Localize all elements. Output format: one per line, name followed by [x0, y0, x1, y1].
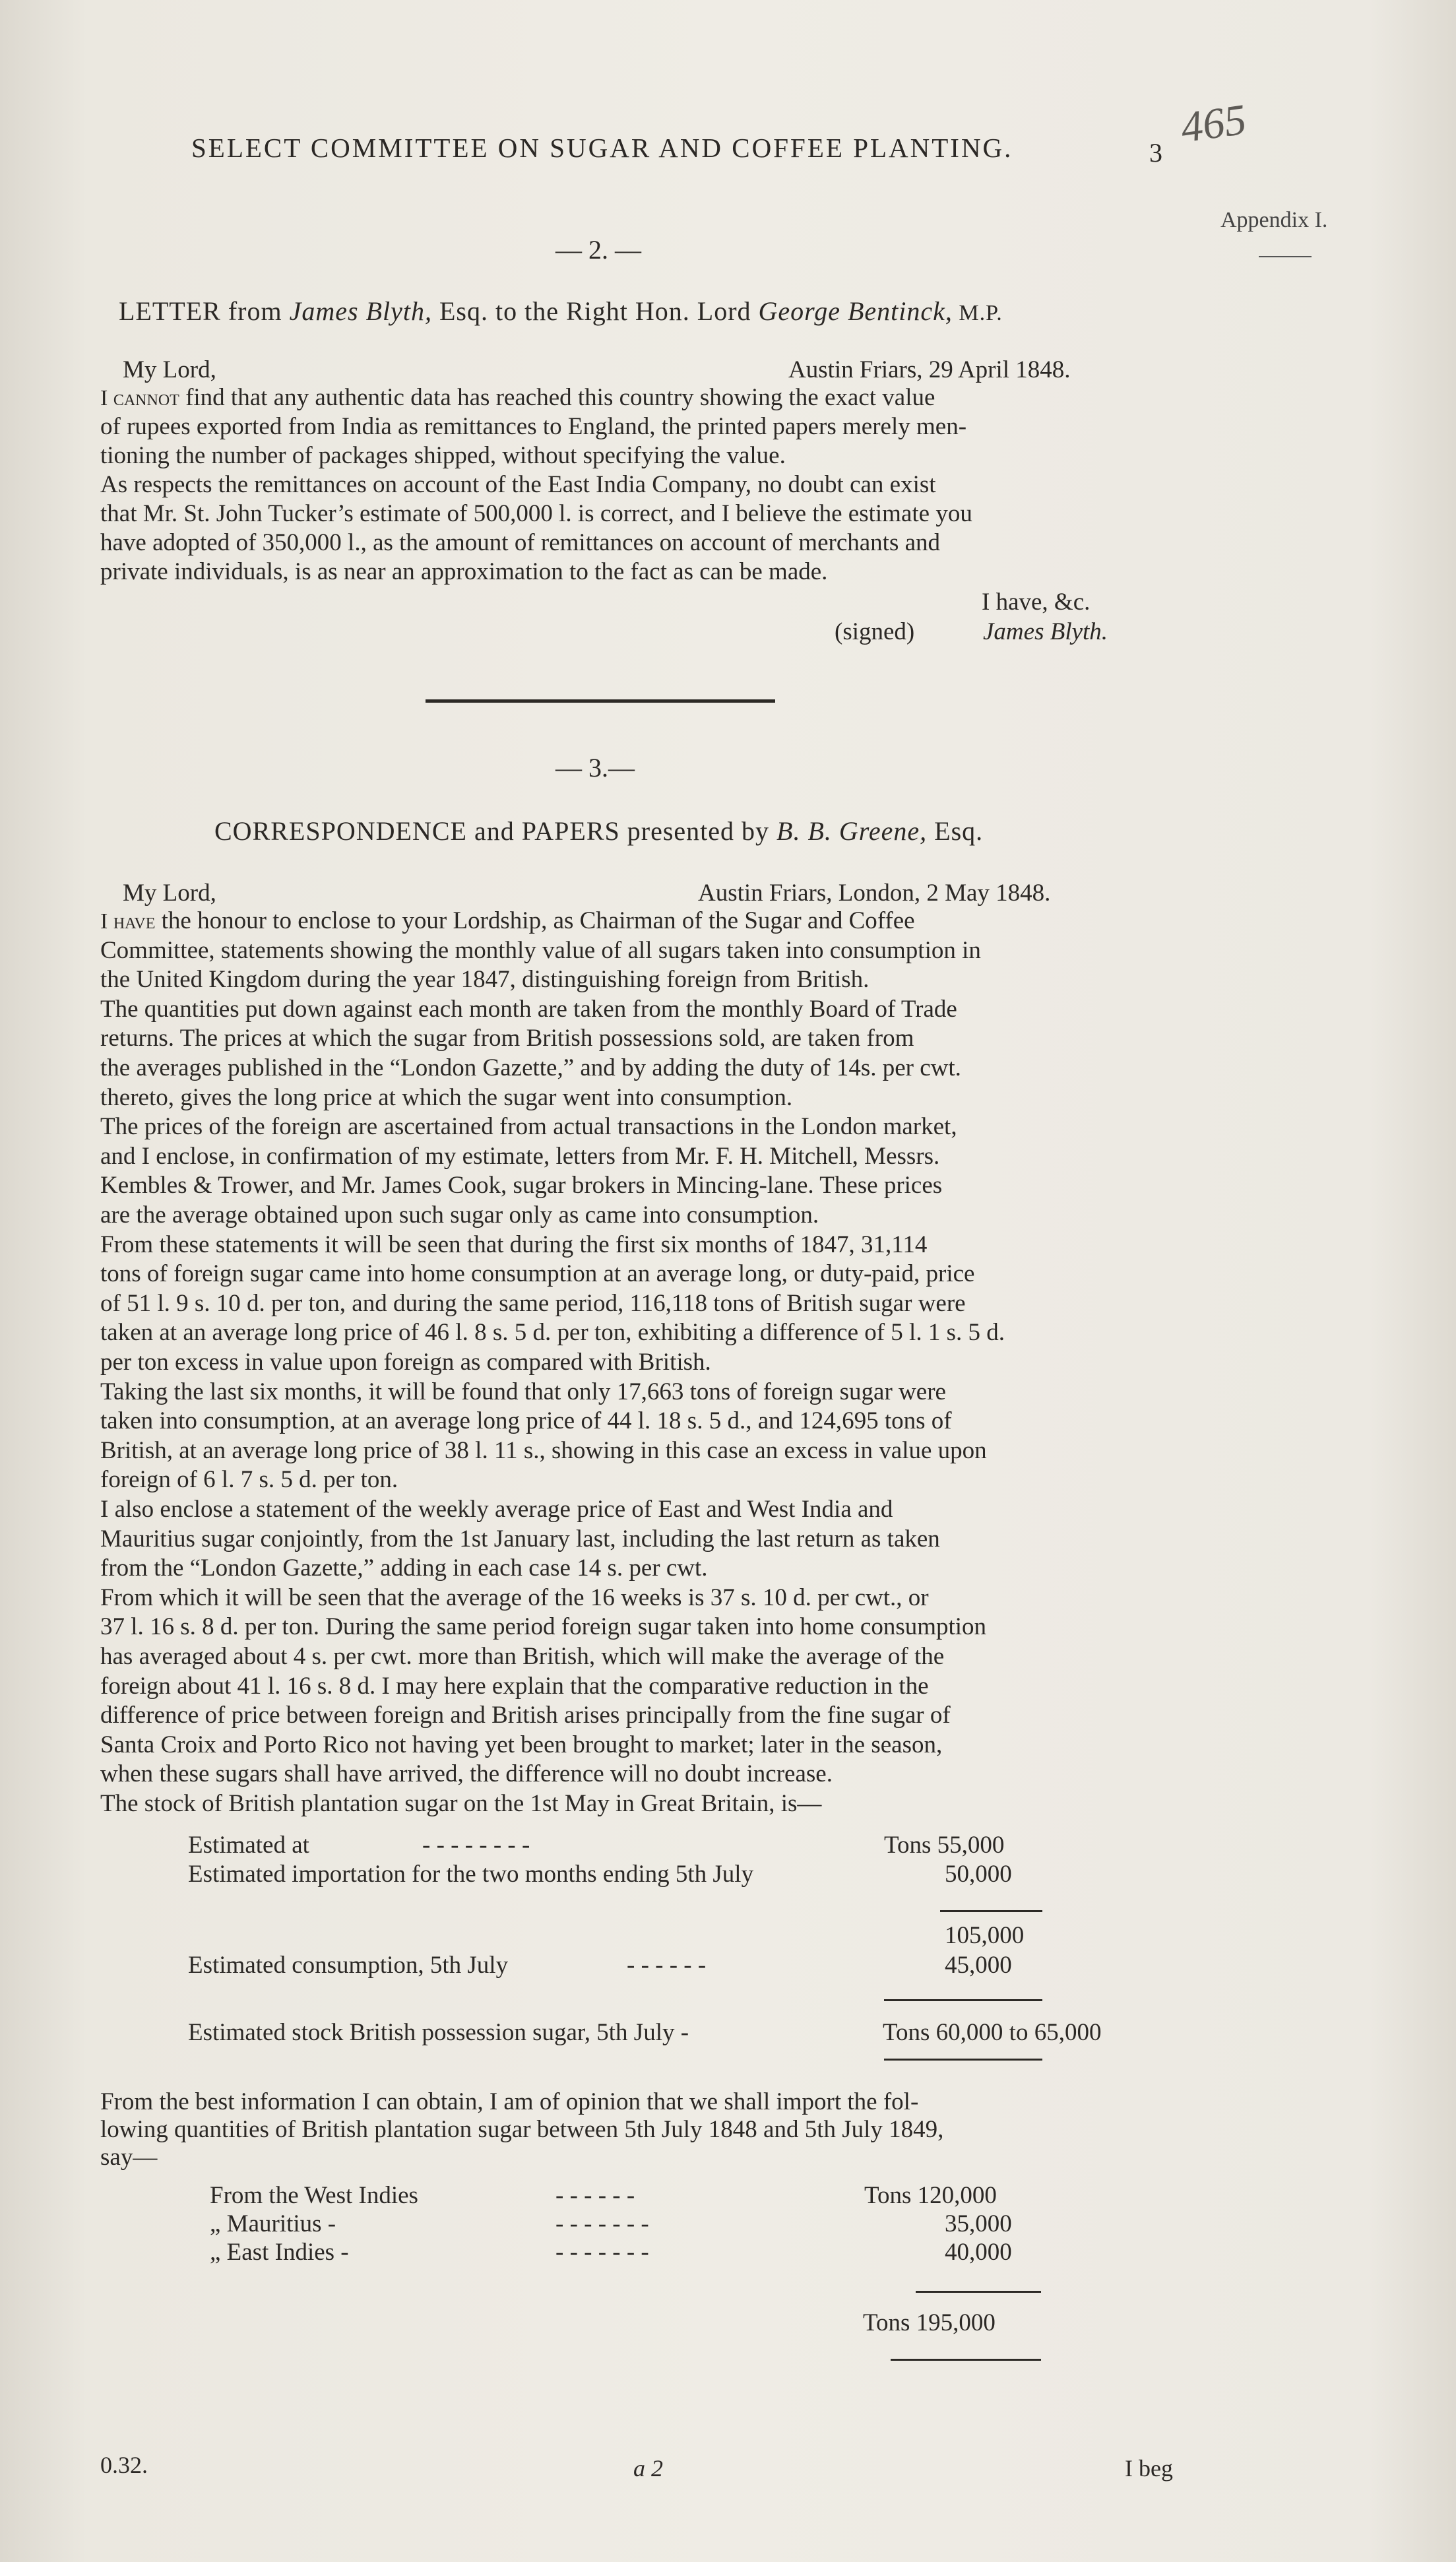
section-2-place-date: Austin Friars, 29 April 1848. [788, 356, 1071, 383]
text-line: taken at an average long price of 46 l. 8 s. 5 d. per ton, exhibiting a difference of 5 l. 1 s. 5 d. [100, 1319, 1005, 1347]
text-line: British, at an average long price of 38 l. 11 s., showing in this case an excess in value upon [100, 1436, 987, 1464]
text-line: From the best information I can obtain, I am of opinion that we shall import the fol- [100, 2088, 919, 2115]
import-row-value: Tons 120,000 [864, 2182, 997, 2209]
text-line: I also enclose a statement of the weekly average price of East and West India and [100, 1496, 893, 1523]
section-divider [426, 699, 775, 703]
text-line: tioning the number of packages shipped, without specifying the value. [100, 442, 786, 469]
section-3-number: — 3.— [555, 753, 635, 783]
text-line: difference of price between foreign and British arises principally from the fine sugar of [100, 1702, 951, 1729]
stock-row3-label: Estimated consumption, 5th July [188, 1952, 509, 1979]
text-line: The stock of British plantation sugar on the 1st May in Great Britain, is— [100, 1790, 822, 1817]
text-line: 37 l. 16 s. 8 d. per ton. During the same period foreign sugar taken into home consumption [100, 1613, 987, 1641]
text-line: the averages published in the “London Gazette,” and by adding the duty of 14s. per cwt. [100, 1054, 961, 1081]
text-line: As respects the remittances on account of the East India Company, no doubt can exist [100, 471, 936, 498]
handwritten-folio-number: 465 [1178, 95, 1250, 152]
stock-subtotal: 105,000 [945, 1922, 1025, 1949]
import-row-label: „ East Indies - [210, 2239, 349, 2266]
stock-result-value: Tons 60,000 to 65,000 [883, 2019, 1102, 2046]
text-line: tons of foreign sugar came into home consumption at an average long, or duty-paid, price [100, 1260, 975, 1288]
stock-row2-value: 50,000 [945, 1861, 1012, 1888]
text-line: taken into consumption, at an average long price of 44 l. 18 s. 5 d., and 124,695 tons of [100, 1407, 952, 1435]
import-row-dots: - - - - - - - [555, 2210, 649, 2237]
appendix-side-note: Appendix I. [1220, 208, 1328, 232]
stock-result-rule-bottom [884, 2059, 1042, 2061]
section-2-signature: James Blyth. [983, 618, 1108, 645]
footer-catchword: I beg [1125, 2455, 1173, 2482]
text-line: thereto, gives the long price at which the sugar went into consumption. [100, 1083, 793, 1111]
text-line: Committee, statements showing the monthly value of all sugars taken into consumption in [100, 936, 981, 964]
import-total: Tons 195,000 [863, 2309, 996, 2336]
stock-row1-dots: - - - - - - - - [422, 1832, 530, 1859]
text-line: have adopted of 350,000 l., as the amount of remittances on account of merchants and [100, 529, 941, 556]
text-line: from the “London Gazette,” adding in each case 14 s. per cwt. [100, 1554, 708, 1582]
stock-row1-label: Estimated at [188, 1832, 309, 1859]
text-line: when these sugars shall have arrived, the difference will no doubt increase. [100, 1760, 833, 1788]
stock-result-rule-top [884, 1999, 1042, 2001]
import-row-dots: - - - - - - - [555, 2239, 649, 2266]
import-row-value: 35,000 [945, 2210, 1012, 2237]
text-line: private individuals, is as near an approximation to the fact as can be made. [100, 558, 828, 585]
running-header: SELECT COMMITTEE ON SUGAR AND COFFEE PLANTING. [191, 133, 1013, 163]
text-line: has averaged about 4 s. per cwt. more than British, which will make the average of the [100, 1643, 945, 1670]
text-line: Taking the last six months, it will be found that only 17,663 tons of foreign sugar were [100, 1378, 946, 1405]
section-2-closing: I have, &c. [982, 589, 1091, 616]
stock-row1-value: Tons 55,000 [884, 1832, 1005, 1859]
page-number: 3 [1149, 138, 1162, 168]
text-line: that Mr. St. John Tucker’s estimate of 500,000 l. is correct, and I believe the estimate you [100, 500, 972, 527]
section-3-title: CORRESPONDENCE and PAPERS presented by B. B. Greene, Esq. [214, 816, 984, 846]
footer-left: 0.32. [100, 2452, 148, 2478]
stock-row3-dots: - - - - - - [627, 1952, 707, 1979]
text-line: I cannot find that any authentic data has reached this country showing the exact value [100, 384, 935, 411]
text-line: lowing quantities of British plantation sugar between 5th July 1848 and 5th July 1849, [100, 2116, 944, 2143]
text-line: and I enclose, in confirmation of my estimate, letters from Mr. F. H. Mitchell, Messrs. [100, 1142, 940, 1170]
text-line: say— [100, 2144, 158, 2171]
text-line: Santa Croix and Porto Rico not having yet been brought to market; later in the season, [100, 1731, 943, 1758]
text-line: of 51 l. 9 s. 10 d. per ton, and during the same period, 116,118 tons of British sugar were [100, 1289, 966, 1317]
import-row-label: „ Mauritius - [210, 2210, 336, 2237]
text-line: per ton excess in value upon foreign as compared with British. [100, 1349, 711, 1376]
section-3-place-date: Austin Friars, London, 2 May 1848. [698, 880, 1051, 907]
section-3-salutation: My Lord, [123, 880, 216, 907]
text-line: are the average obtained upon such sugar only as came into consumption. [100, 1201, 819, 1229]
footer-signature-mark: a 2 [633, 2455, 663, 2482]
section-2-signed: (signed) [835, 618, 915, 645]
text-line: returns. The prices at which the sugar from British possessions sold, are taken from [100, 1025, 914, 1052]
text-line: Kembles & Trower, and Mr. James Cook, sugar brokers in Mincing-lane. These prices [100, 1172, 943, 1200]
text-line: The prices of the foreign are ascertained from actual transactions in the London market, [100, 1113, 957, 1141]
import-total-rule-bottom [891, 2359, 1041, 2361]
text-line: From which it will be seen that the average of the 16 weeks is 37 s. 10 d. per cwt., or [100, 1584, 929, 1611]
section-2-salutation: My Lord, [123, 356, 216, 383]
import-row-dots: - - - - - - [555, 2182, 635, 2209]
text-line: of rupees exported from India as remittances to England, the printed papers merely men- [100, 413, 967, 440]
section-2-number: — 2. — [555, 235, 641, 265]
text-line: I have the honour to enclose to your Lordship, as Chairman of the Sugar and Coffee [100, 907, 915, 934]
appendix-rule [1259, 256, 1312, 257]
text-line: foreign about 41 l. 16 s. 8 d. I may here explain that the comparative reduction in the [100, 1672, 929, 1700]
stock-result-label: Estimated stock British possession sugar, 5th July - [188, 2019, 689, 2046]
section-2-title: LETTER from James Blyth, Esq. to the Right Hon. Lord George Bentinck, M.P. [119, 296, 1003, 326]
stock-subtotal-rule [940, 1910, 1042, 1912]
import-row-value: 40,000 [945, 2239, 1012, 2266]
text-line: the United Kingdom during the year 1847, distinguishing foreign from British. [100, 966, 870, 994]
text-line: foreign of 6 l. 7 s. 5 d. per ton. [100, 1466, 398, 1494]
text-line: From these statements it will be seen that during the first six months of 1847, 31,114 [100, 1231, 928, 1258]
stock-row3-value: 45,000 [945, 1952, 1012, 1979]
import-row-label: From the West Indies [210, 2182, 418, 2209]
text-line: The quantities put down against each month are taken from the monthly Board of Trade [100, 995, 957, 1023]
text-line: Mauritius sugar conjointly, from the 1st January last, including the last return as taken [100, 1525, 940, 1553]
stock-row2-label: Estimated importation for the two months ending 5th July [188, 1861, 754, 1888]
import-total-rule-top [916, 2291, 1041, 2293]
